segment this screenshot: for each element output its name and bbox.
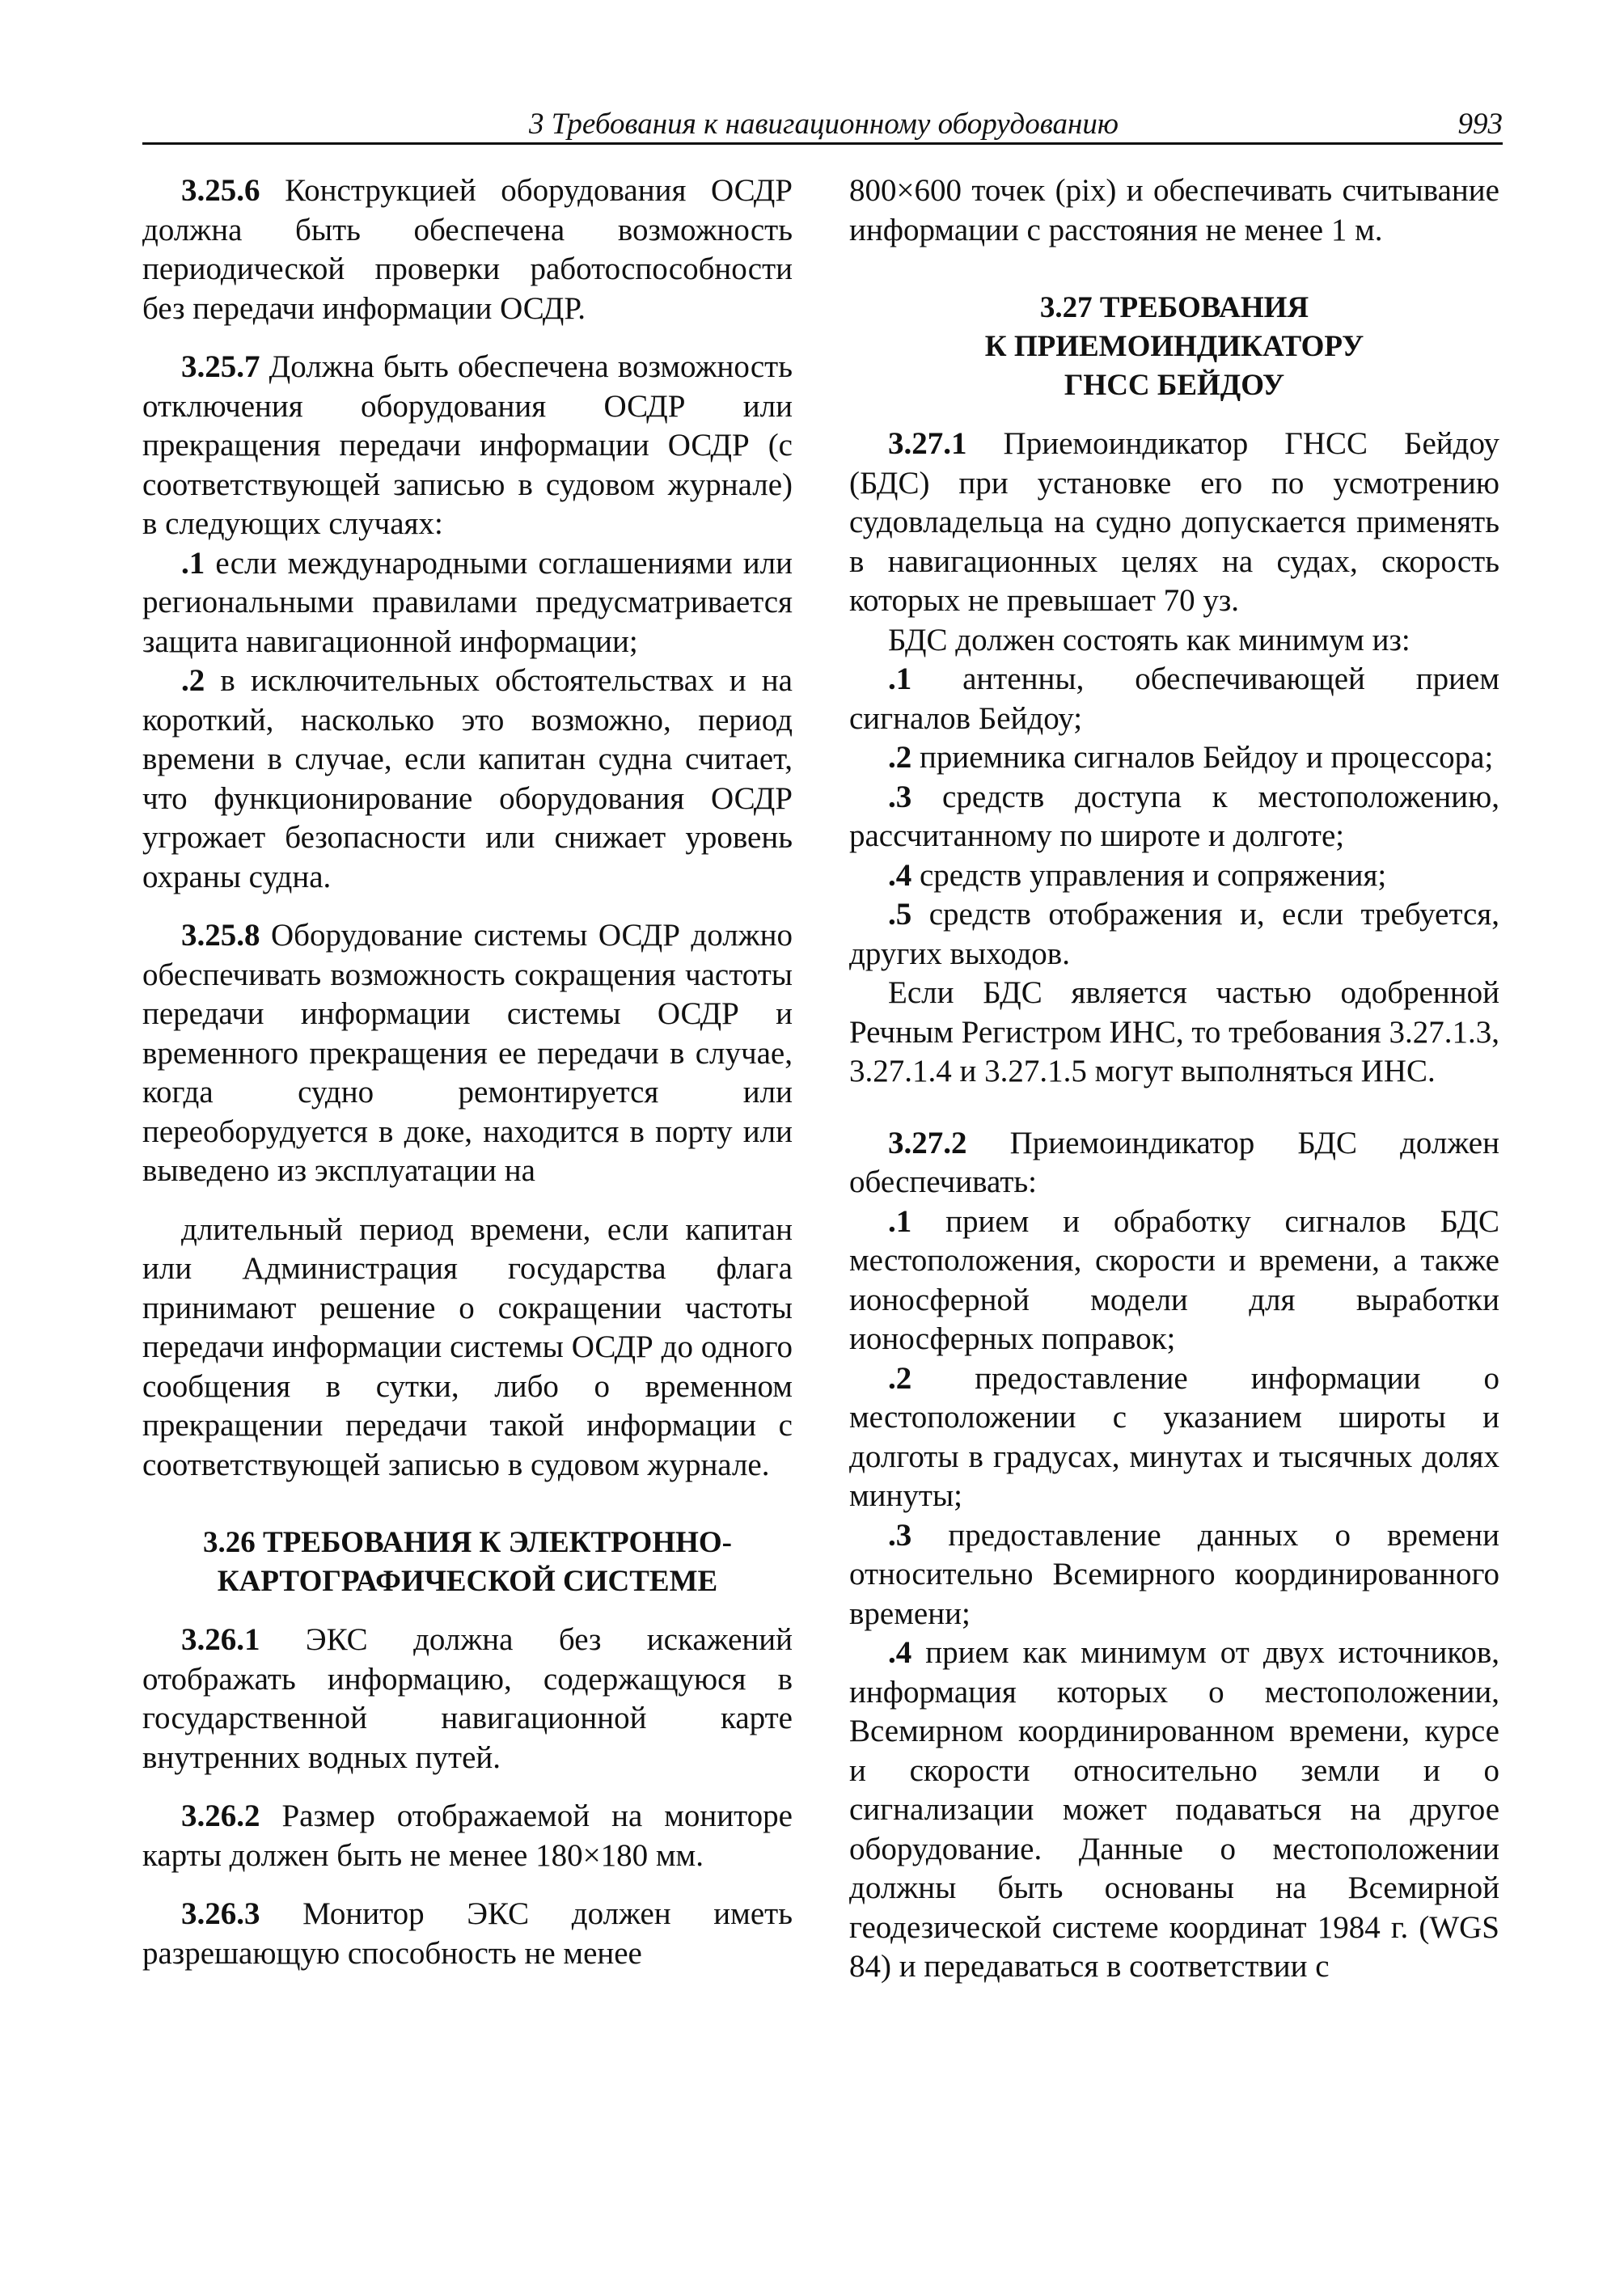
paragraph-3-27-1 [849,425,1499,621]
heading-line: 3.27 ТРЕБОВАНИЯ [1039,291,1309,324]
list-item-3-27-1-4 [849,856,1499,896]
paragraph-text: ЭКС должна без искажений отображать информацию, содержащуюся в государственной навигационной карте внутренних водных путей. [142,1622,793,1775]
list-item-3-25-7-2 [142,662,793,897]
clause-number: 3.27.2 [888,1125,967,1160]
item-number: .1 [888,662,912,696]
clause-number: 3.26.1 [181,1622,260,1657]
list-item-3-25-7-1 [142,544,793,662]
clause-number: 3.25.8 [181,918,260,953]
paragraph-text: Размер отображаемой на мониторе карты должен быть не менее 180×180 мм. [142,1799,793,1873]
item-text: средств управления и сопряжения; [911,857,1387,893]
heading-line: К ПРИЕМОИНДИКАТОРУ [984,330,1364,363]
item-text: если международными соглашениями или региональными правилами предусматривается защита навигационной информации; [142,545,793,659]
list-item-3-27-1-5 [849,895,1499,974]
paragraph-3-26-1 [142,1621,793,1777]
item-number: .4 [888,857,912,893]
paragraph-text: Монитор ЭКС должен иметь разрешающую способность не менее [142,1896,793,1971]
section-heading-3-26: 3.26 ТРЕБОВАНИЯ К ЭЛЕКТРОННО-КАРТОГРАФИЧЕСКОЙ СИСТЕМЕ [203,1526,732,1598]
clause-number: 3.25.7 [181,349,260,384]
paragraph-text: Приемоиндикатор ГНСС Бейдоу (БДС) при установке его по усмотрению судовладельца на судно допускается применять в навигационных целях на судах, скорость которых не превышает 70 уз. [849,426,1499,618]
item-number: .4 [888,1635,912,1670]
item-number: .1 [888,1203,912,1239]
paragraph-3-25-6 [142,171,793,328]
item-text: предоставление информации о местоположении с указанием широты и долготы в градусах, минутах и тысячных долях минуты; [849,1360,1499,1513]
clause-number: 3.25.6 [181,173,260,208]
item-text: в исключительных обстоятельствах и на короткий, насколько это возможно, период времени в случае, если капитан судна считает, что функционирование оборудования ОСДР угрожает безопасности или снижает уровень охраны судна. [142,663,793,894]
paragraph-text: Должна быть обеспечена возможность отключения оборудования ОСДР или прекращения передачи информации ОСДР (с соответствующей записью в судовом журнале) в следующих случаях: [142,349,793,541]
paragraph-3-26-2 [142,1797,793,1875]
clause-number: 3.26.3 [181,1896,260,1931]
section-heading-3-27 [849,289,1499,405]
paragraph-3-25-8-continued: длительный период времени, если капитан или Администрация государства флага принимают решение о сокращении частоты передачи информации системы ОСДР до одного сообщения в сутки, либо о временном прекращении передачи такой информации с соответствующей записью в судовом журнале. [142,1211,793,1482]
list-item-3-27-2-3 [849,1516,1499,1634]
item-text: прием и обработку сигналов БДС местоположения, скорости и времени, а также ионосферной модели для выработки ионосферных поправок; [849,1203,1499,1356]
item-number: .2 [888,1360,912,1396]
page-header [142,104,1503,145]
item-number: .1 [181,545,205,581]
paragraph-3-26-3 [142,1895,793,1973]
item-number: .2 [181,663,205,698]
heading-line: ГНСС БЕЙДОУ [1064,369,1285,402]
running-title: 3 Требования к навигационному оборудованию [529,108,1119,141]
list-item-3-27-2-4 [849,1634,1499,1987]
paragraph-3-25-8 [142,916,793,1191]
item-number: .3 [888,779,912,814]
item-text: антенны, обеспечивающей прием сигналов Бейдоу; [849,662,1499,736]
page-number: 993 [1457,108,1503,141]
item-text: предоставление данных о времени относительно Всемирного координированного времени; [849,1517,1499,1631]
list-item-3-27-2-2 [849,1359,1499,1516]
paragraph-3-27-2 [849,1124,1499,1203]
paragraph-text: Приемоиндикатор БДС должен обеспечивать: [849,1125,1499,1199]
item-text: средств отображения и, если требуется, других выходов. [849,897,1499,971]
paragraph-3-25-7 [142,348,793,544]
paragraph-composition: БДС должен состоять как минимум из: [888,622,1410,657]
paragraph-text: Конструкцией оборудования ОСДР должна быть обеспечена возможность периодической проверки работоспособности без передачи информации ОСДР. [142,173,793,326]
item-number: .2 [888,740,912,775]
right-column [849,171,1499,1987]
list-item-3-27-1-2 [849,738,1499,778]
item-text: приемника сигналов Бейдоу и процессора; [911,740,1494,775]
list-item-3-27-2-1 [849,1203,1499,1359]
paragraph-ins-note: Если БДС является частью одобренной Речным Регистром ИНС, то требования 3.27.1.3, 3.27.1.4 и 3.27.1.5 могут выполняться ИНС. [849,975,1499,1088]
paragraph-text: Оборудование системы ОСДР должно обеспечивать возможность сокращения частоты передачи информации системы ОСДР и временного прекращения ее передачи в случае, когда судно ремонтируется или переоборудуется в доке, находится в порту или выведено из эксплуатации на [142,918,793,1188]
clause-number: 3.27.1 [888,426,967,461]
item-number: .5 [888,897,912,932]
clause-number: 3.26.2 [181,1799,260,1833]
left-column [142,171,793,1973]
item-text: прием как минимум от двух источников, информация которых о местоположении, Всемирном координированном времени, курсе и скорости относительно земли и о сигнализации может подаваться на другое оборудование. Данные о местоположении должны быть основаны на Всемирной геодезической системе координат 1984 г. (WGS 84) и передаваться в соответствии с [849,1635,1499,1984]
item-text: средств доступа к местоположению, рассчитанному по широте и долготе; [849,779,1499,853]
item-number: .3 [888,1517,912,1553]
list-item-3-27-1-1 [849,660,1499,738]
paragraph-3-26-3-continued: 800×600 точек (pix) и обеспечивать считывание информации с расстояния не менее 1 м. [849,173,1499,247]
list-item-3-27-1-3 [849,778,1499,856]
